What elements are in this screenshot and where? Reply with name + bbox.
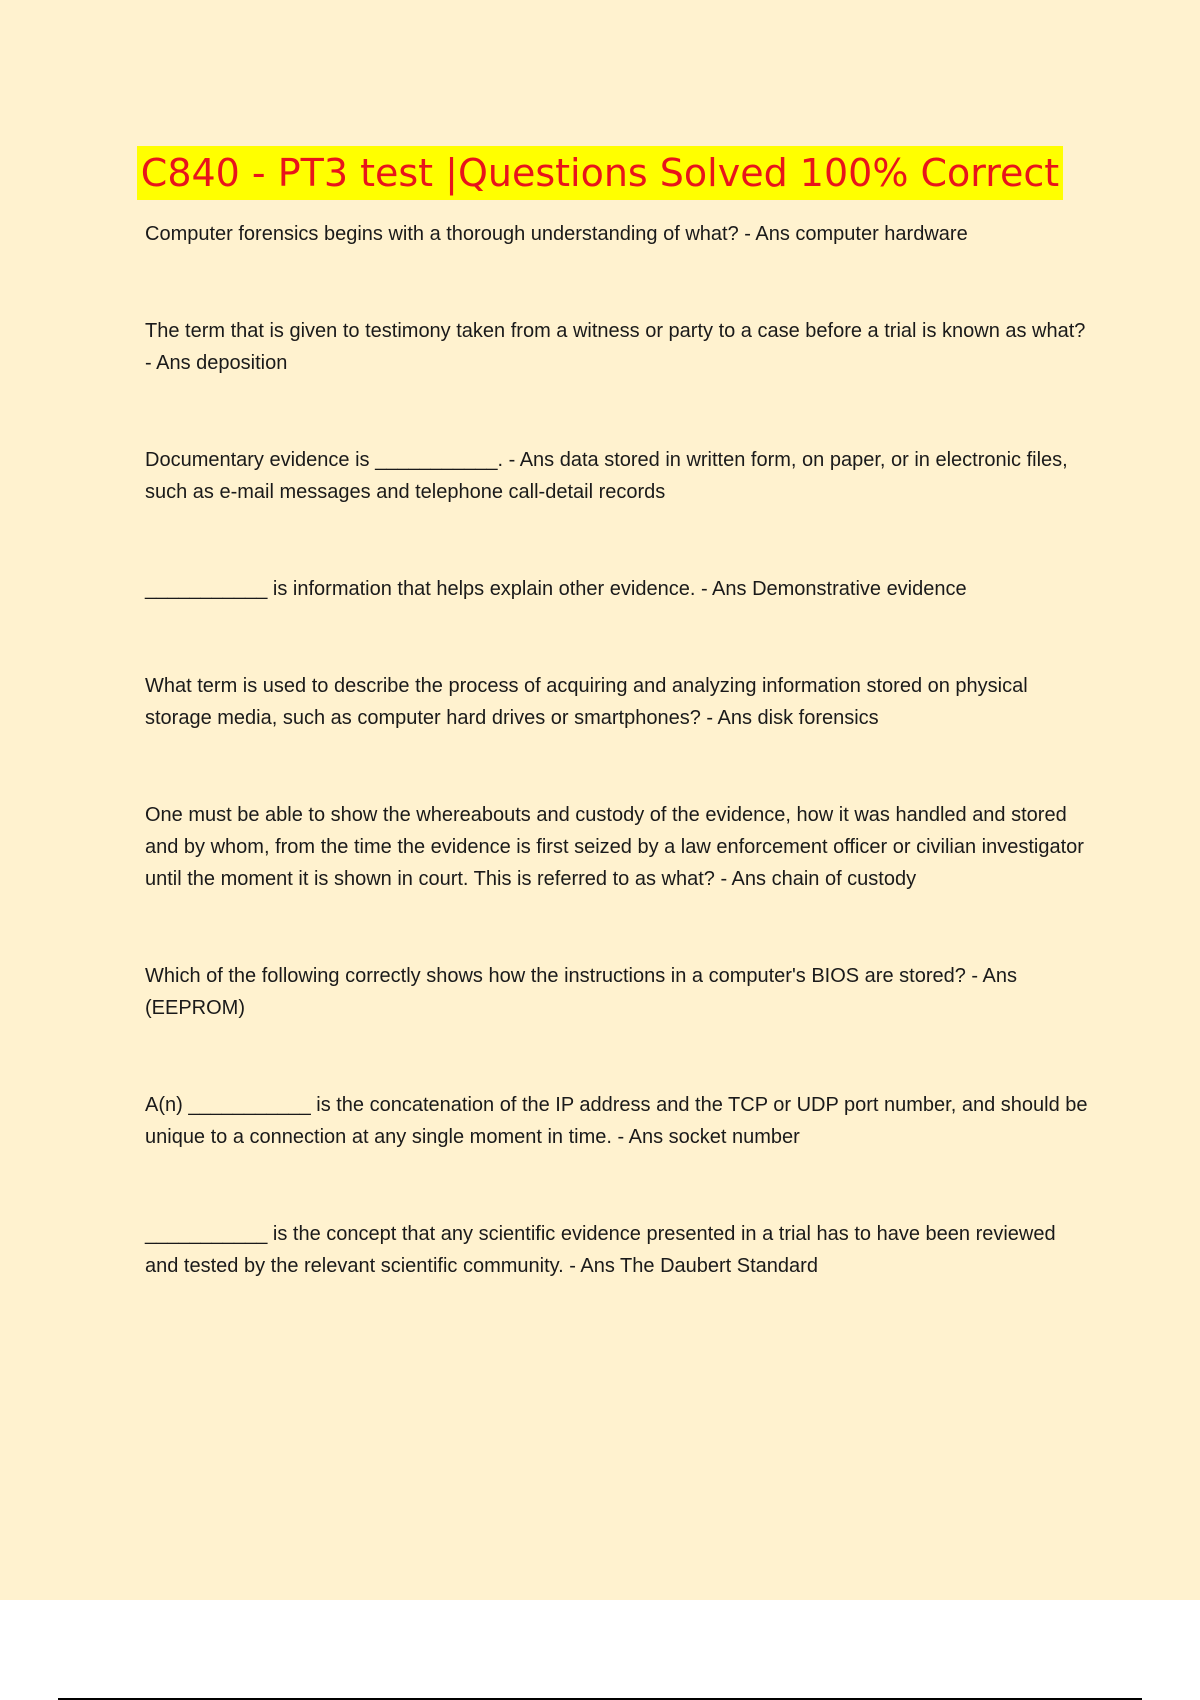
- page-title: C840 - PT3 test |Questions Solved 100% Correct: [137, 146, 1063, 200]
- qa-item: What term is used to describe the process of acquiring and analyzing information stored on physical storage media, such as computer hard drives or smartphones? - Ans disk forensics: [145, 675, 1028, 729]
- qa-item: The term that is given to testimony taken from a witness or party to a case before a trial is known as what? - Ans deposition: [145, 320, 1086, 374]
- qa-item: A(n) ___________ is the concatenation of the IP address and the TCP or UDP port number, and should be unique to a connection at any single moment in time. - Ans socket number: [145, 1094, 1088, 1148]
- qa-item: Documentary evidence is ___________. - Ans data stored in written form, on paper, or in electronic files, such as e-mail messages and telephone call-detail records: [145, 449, 1068, 503]
- qa-item: Which of the following correctly shows how the instructions in a computer's BIOS are stored? - Ans (EEPROM): [145, 965, 1017, 1019]
- qa-item: Computer forensics begins with a thorough understanding of what? - Ans computer hardware: [145, 223, 968, 245]
- qa-item: One must be able to show the whereabouts and custody of the evidence, how it was handled and stored and by whom, from the time the evidence is first seized by a law enforcement officer or civilian investigator until the moment it is shown in court. This is referred to as what? - Ans chain of custody: [145, 804, 1084, 890]
- qa-item: ___________ is information that helps explain other evidence. - Ans Demonstrative evidence: [145, 578, 967, 600]
- qa-item: ___________ is the concept that any scientific evidence presented in a trial has to have been reviewed and tested by the relevant scientific community. - Ans The Daubert Standard: [145, 1223, 1056, 1277]
- question-answer-list: [145, 218, 1090, 1347]
- title-container: [0, 146, 1200, 200]
